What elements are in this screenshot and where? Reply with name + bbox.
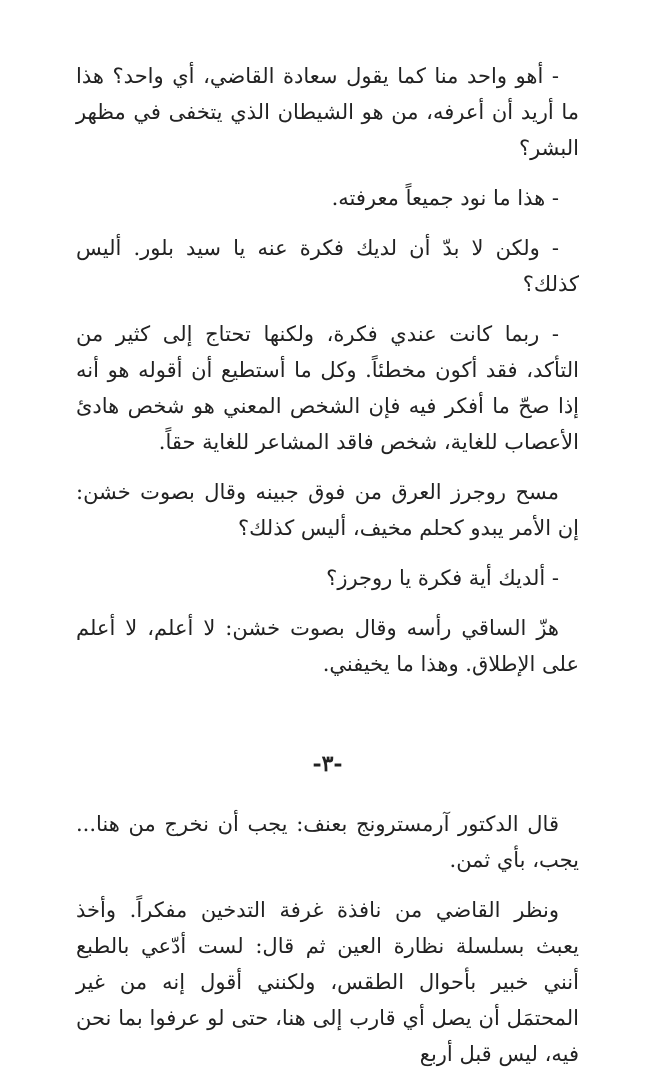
paragraph-rogers-question: - ألديك أية فكرة يا روجرز؟ xyxy=(326,566,559,590)
paragraph-we-all-want: - هذا ما نود جميعاً معرفته. xyxy=(331,186,559,210)
paragraph-rogers-sweat: مسح روجرز العرق من فوق جبينه وقال بصوت خشن: إن الأمر يبدو كحلم مخيف، أليس كذلك؟ xyxy=(76,480,579,540)
paragraph-blore-idea: - ولكن لا بدّ أن لديك فكرة عنه يا سيد بلور. أليس كذلك؟ xyxy=(76,236,579,296)
paragraph-judge-window: ونظر القاضي من نافذة غرفة التدخين مفكراً. وأخذ يعبث بسلسلة نظارة العين ثم قال: لست أدّعي بالطبع أنني خبير بأحوال الطقس، ولكنني أقول إنه من غير المحتمَل أن يصل أي قارب إلى هنا، حتى لو عرفوا بما نحن فيه، ليس قبل أربع xyxy=(76,898,579,1066)
paragraph-armstrong: قال الدكتور آرمسترونج بعنف: يجب أن نخرج من هنا... يجب، بأي ثمن. xyxy=(76,812,579,872)
book-page xyxy=(76,58,579,1086)
section-number: -٣- xyxy=(312,751,343,777)
paragraph-butler-shakes-head: هزّ الساقي رأسه وقال بصوت خشن: لا أعلم، لا أعلم على الإطلاق. وهذا ما يخيفني. xyxy=(76,616,579,676)
paragraph-maybe-idea: - ربما كانت عندي فكرة، ولكنها تحتاج إلى كثير من التأكد، فقد أكون مخطئاً. وكل ما أستطيع أن أقوله هو أنه إذا صحّ ما أفكر فيه فإن الشخص المعني هو شخص هادئ الأعصاب للغاية، شخص فاقد المشاعر للغاية حقاً. xyxy=(76,322,579,454)
paragraph-judge-question: - أهو واحد منا كما يقول سعادة القاضي، أي واحد؟ هذا ما أريد أن أعرفه، من هو الشيطان الذي يتخفى في مظهر البشر؟ xyxy=(76,64,579,160)
section-spacer xyxy=(76,696,579,738)
